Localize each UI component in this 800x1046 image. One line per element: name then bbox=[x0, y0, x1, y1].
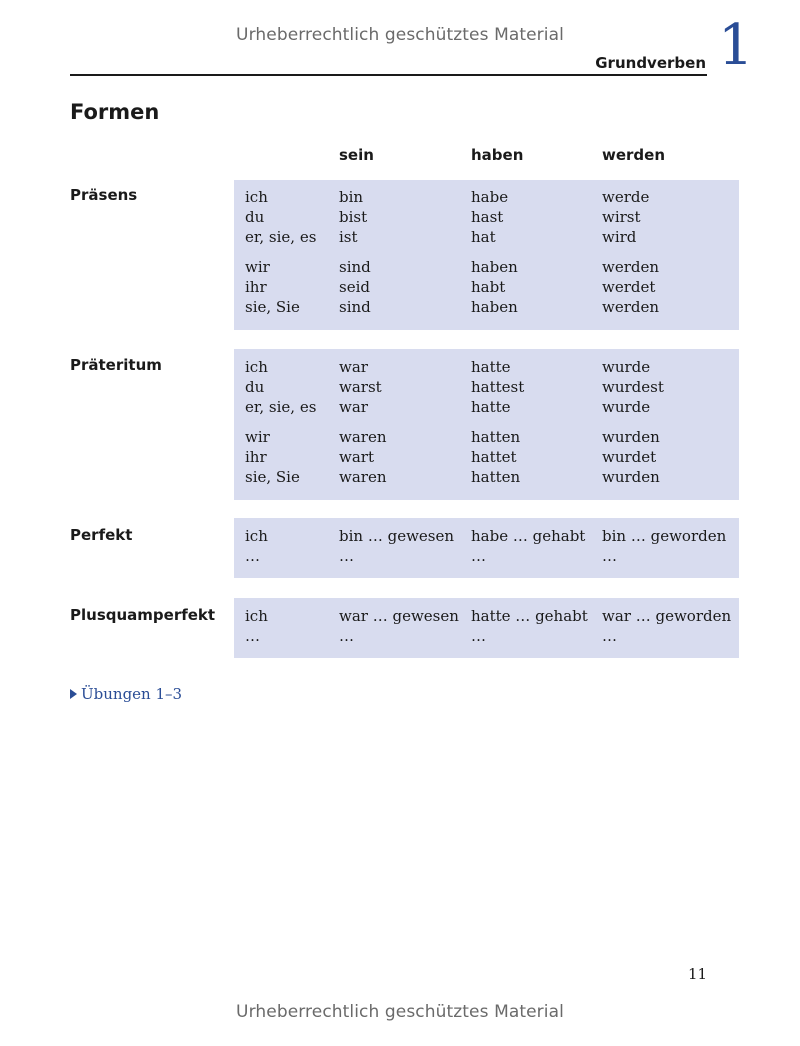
plusquamperfekt-pronoun: … bbox=[245, 627, 260, 645]
praesens-werden-form: werden bbox=[602, 258, 660, 276]
praesens-haben-form: haben bbox=[471, 258, 518, 276]
copyright-watermark-top: Urheberrechtlich geschütztes Material bbox=[236, 25, 564, 45]
plusquamperfekt-sein-form: war … gewesen bbox=[339, 607, 459, 625]
praeteritum-sein-form: war bbox=[339, 398, 368, 416]
triangle-right-icon bbox=[70, 689, 77, 699]
praeteritum-sein-form: waren bbox=[339, 468, 387, 486]
praeteritum-werden-form: wurdet bbox=[602, 448, 657, 466]
praeteritum-pronoun: ihr bbox=[245, 448, 267, 466]
exercise-link[interactable] bbox=[70, 685, 182, 703]
praesens-sein-form: seid bbox=[339, 278, 370, 296]
praeteritum-sein-form: warst bbox=[339, 378, 382, 396]
praesens-pronoun: sie, Sie bbox=[245, 298, 300, 316]
praesens-sein-form: sind bbox=[339, 298, 371, 316]
praeteritum-haben-form: hatten bbox=[471, 428, 521, 446]
praeteritum-werden-form: wurdest bbox=[602, 378, 664, 396]
praesens-pronoun: du bbox=[245, 208, 265, 226]
praeteritum-pronoun: sie, Sie bbox=[245, 468, 300, 486]
praeteritum-haben-form: hattest bbox=[471, 378, 525, 396]
column-header-werden: werden bbox=[602, 146, 666, 164]
praesens-pronoun: ihr bbox=[245, 278, 267, 296]
perfekt-haben-form: … bbox=[471, 547, 486, 565]
page-number: 11 bbox=[688, 965, 708, 983]
praesens-werden-form: werden bbox=[602, 298, 660, 316]
conjugation-block-praesens bbox=[234, 180, 739, 330]
tense-label-praesens: Präsens bbox=[70, 186, 138, 204]
plusquamperfekt-haben-form: hatte … gehabt bbox=[471, 607, 588, 625]
plusquamperfekt-werden-form: … bbox=[602, 627, 617, 645]
praeteritum-pronoun: wir bbox=[245, 428, 270, 446]
praesens-werden-form: wird bbox=[602, 228, 637, 246]
perfekt-haben-form: habe … gehabt bbox=[471, 527, 586, 545]
plusquamperfekt-haben-form: … bbox=[471, 627, 486, 645]
praesens-haben-form: hat bbox=[471, 228, 496, 246]
perfekt-werden-form: bin … geworden bbox=[602, 527, 727, 545]
tense-label-praeteritum: Präteritum bbox=[70, 356, 162, 374]
praeteritum-werden-form: wurde bbox=[602, 398, 651, 416]
praeteritum-pronoun: er, sie, es bbox=[245, 398, 317, 416]
tense-label-plusquamperfekt: Plusquamperfekt bbox=[70, 606, 216, 624]
praeteritum-haben-form: hatte bbox=[471, 398, 511, 416]
praesens-haben-form: habt bbox=[471, 278, 506, 296]
praesens-pronoun: ich bbox=[245, 188, 268, 206]
praeteritum-sein-form: waren bbox=[339, 428, 387, 446]
conjugation-block-perfekt bbox=[234, 518, 739, 578]
praeteritum-werden-form: wurden bbox=[602, 468, 660, 486]
praesens-werden-form: werde bbox=[602, 188, 650, 206]
copyright-watermark-bottom: Urheberrechtlich geschütztes Material bbox=[236, 1002, 564, 1022]
plusquamperfekt-werden-form: war … geworden bbox=[602, 607, 732, 625]
praesens-haben-form: haben bbox=[471, 298, 518, 316]
praeteritum-werden-form: wurden bbox=[602, 428, 660, 446]
praeteritum-sein-form: war bbox=[339, 358, 368, 376]
praesens-pronoun: er, sie, es bbox=[245, 228, 317, 246]
praesens-werden-form: wirst bbox=[602, 208, 641, 226]
praesens-haben-form: habe bbox=[471, 188, 509, 206]
exercise-link-label: Übungen 1–3 bbox=[81, 685, 183, 703]
chapter-number: 1 bbox=[718, 13, 754, 78]
section-title: Formen bbox=[70, 100, 160, 124]
plusquamperfekt-pronoun: ich bbox=[245, 607, 268, 625]
conjugation-block-praeteritum bbox=[234, 349, 739, 500]
perfekt-sein-form: bin … gewesen bbox=[339, 527, 455, 545]
plusquamperfekt-sein-form: … bbox=[339, 627, 354, 645]
praeteritum-haben-form: hatte bbox=[471, 358, 511, 376]
header-rule bbox=[70, 74, 707, 76]
praesens-pronoun: wir bbox=[245, 258, 270, 276]
praeteritum-haben-form: hattet bbox=[471, 448, 517, 466]
praeteritum-werden-form: wurde bbox=[602, 358, 651, 376]
tense-label-perfekt: Perfekt bbox=[70, 526, 133, 544]
column-header-haben: haben bbox=[471, 146, 524, 164]
perfekt-pronoun: ich bbox=[245, 527, 268, 545]
praesens-haben-form: hast bbox=[471, 208, 504, 226]
praesens-sein-form: bin bbox=[339, 188, 364, 206]
perfekt-sein-form: … bbox=[339, 547, 354, 565]
praeteritum-sein-form: wart bbox=[339, 448, 374, 466]
praeteritum-pronoun: du bbox=[245, 378, 265, 396]
praesens-sein-form: bist bbox=[339, 208, 368, 226]
column-header-sein: sein bbox=[339, 146, 374, 164]
chapter-label: Grundverben bbox=[595, 54, 706, 72]
praesens-sein-form: sind bbox=[339, 258, 371, 276]
conjugation-block-plusquamperfekt bbox=[234, 598, 739, 658]
praeteritum-pronoun: ich bbox=[245, 358, 268, 376]
praesens-sein-form: ist bbox=[339, 228, 358, 246]
perfekt-pronoun: … bbox=[245, 547, 260, 565]
praesens-werden-form: werdet bbox=[602, 278, 656, 296]
praeteritum-haben-form: hatten bbox=[471, 468, 521, 486]
perfekt-werden-form: … bbox=[602, 547, 617, 565]
